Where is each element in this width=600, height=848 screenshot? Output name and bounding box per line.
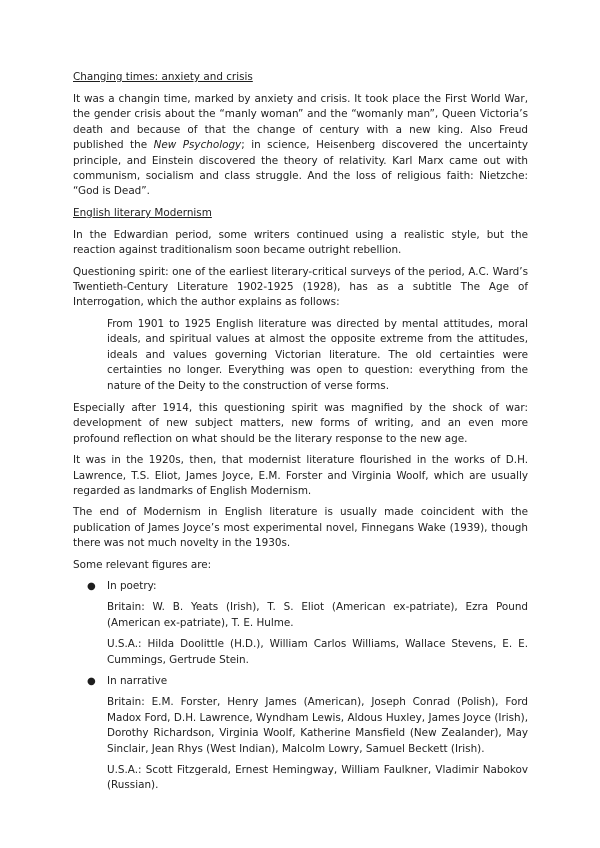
paragraph-text: It was a changin time, marked by anxiety and crisis. It took place the First World War, the gender crisis about the “manly woman” and the “womanly man”, Queen Victoria’s death and because of that the change of century with a new king. Also Freud published the: [73, 93, 528, 152]
poetry-britain: Britain: W. B. Yeats (Irish), T. S. Eliot (American ex-patriate), Ezra Pound (American ex-patriate), T. E. Hulme.: [107, 601, 528, 629]
figures-list: [73, 579, 528, 794]
bullet-icon: ●: [87, 580, 96, 592]
bullet-icon: ●: [87, 676, 96, 687]
quote-text: From 1901 to 1925 English literature was directed by mental attitudes, moral ideals, and spiritual values at almost the opposite extreme from the attitudes, ideals and values governing Victorian literature. The old certainties were certainties no longer. Everything was open to question: everything from the nature of the Deity to the construction of verse forms.: [107, 317, 528, 392]
italic-title: New Psychology: [153, 139, 242, 152]
paragraph-1920s: It was in the 1920s, then, that modernist literature flourished in the works of D.H. Lawrence, T.S. Eliot, James Joyce, E.M. Forster and Virginia Woolf, which are usually regarded as landmarks of English Modernism.: [73, 454, 528, 497]
list-item-narrative: [73, 674, 528, 794]
narrative-usa: U.S.A.: Scott Fitzgerald, Ernest Hemingway, William Faulkner, Vladimir Nabokov (Russian).: [107, 764, 528, 792]
poetry-usa: U.S.A.: Hilda Doolittle (H.D.), William Carlos Williams, Wallace Stevens, E. E. Cummings, Gertrude Stein.: [107, 638, 528, 666]
paragraph-changing-times: [73, 92, 528, 200]
section-heading-literary-modernism: English literary Modernism: [73, 206, 212, 219]
paragraph-edwardian: In the Edwardian period, some writers continued using a realistic style, but the reaction against traditionalism soon became outright rebellion.: [73, 228, 528, 257]
paragraph-text: ; in science, Heisenberg discovered the uncertainty principle, and Einstein discovered the theory of relativity. Karl Marx came out with communism, socialism and class struggle. And the loss of religious faith: Nietzche: “God is Dead”.: [73, 139, 528, 198]
list-item-poetry: [73, 579, 528, 668]
list-item-title: In poetry:: [107, 579, 157, 592]
paragraph-relevant-figures: Some relevant figures are:: [73, 558, 212, 571]
paragraph-after-1914: Especially after 1914, this questioning spirit was magnified by the shock of war: development of new subject matters, new forms of writing, and an even more profound reflection on what should be the literary response to the new age.: [73, 401, 528, 445]
list-item-title: In narrative: [107, 675, 168, 687]
section-heading-changing-times: Changing times: anxiety and crisis: [73, 71, 253, 83]
block-quote: [107, 317, 528, 394]
narrative-britain: Britain: E.M. Forster, Henry James (American), Joseph Conrad (Polish), Ford Madox Ford, D.H. Lawrence, Wyndham Lewis, Aldous Huxley, James Joyce (Irish), Dorothy Richardson, Virginia Woolf, Katherine Mansfield (New Zealander), May Sinclair, Jean Rhys (West Indian), Malcolm Lowry, Samuel Beckett (Irish).: [107, 696, 528, 755]
paragraph-questioning-spirit: Questioning spirit: one of the earliest literary-critical surveys of the period, A.C. Ward’s Twentieth-Century Literature 1902-1925 (1928), has as a subtitle The Age of Interrogation, which the author explains as follows:: [73, 265, 528, 309]
paragraph-end-of-modernism: The end of Modernism in English literature is usually made coincident with the publication of James Joyce’s most experimental novel, Finnegans Wake (1939), though there was not much novelty in the 1930s.: [73, 506, 528, 550]
